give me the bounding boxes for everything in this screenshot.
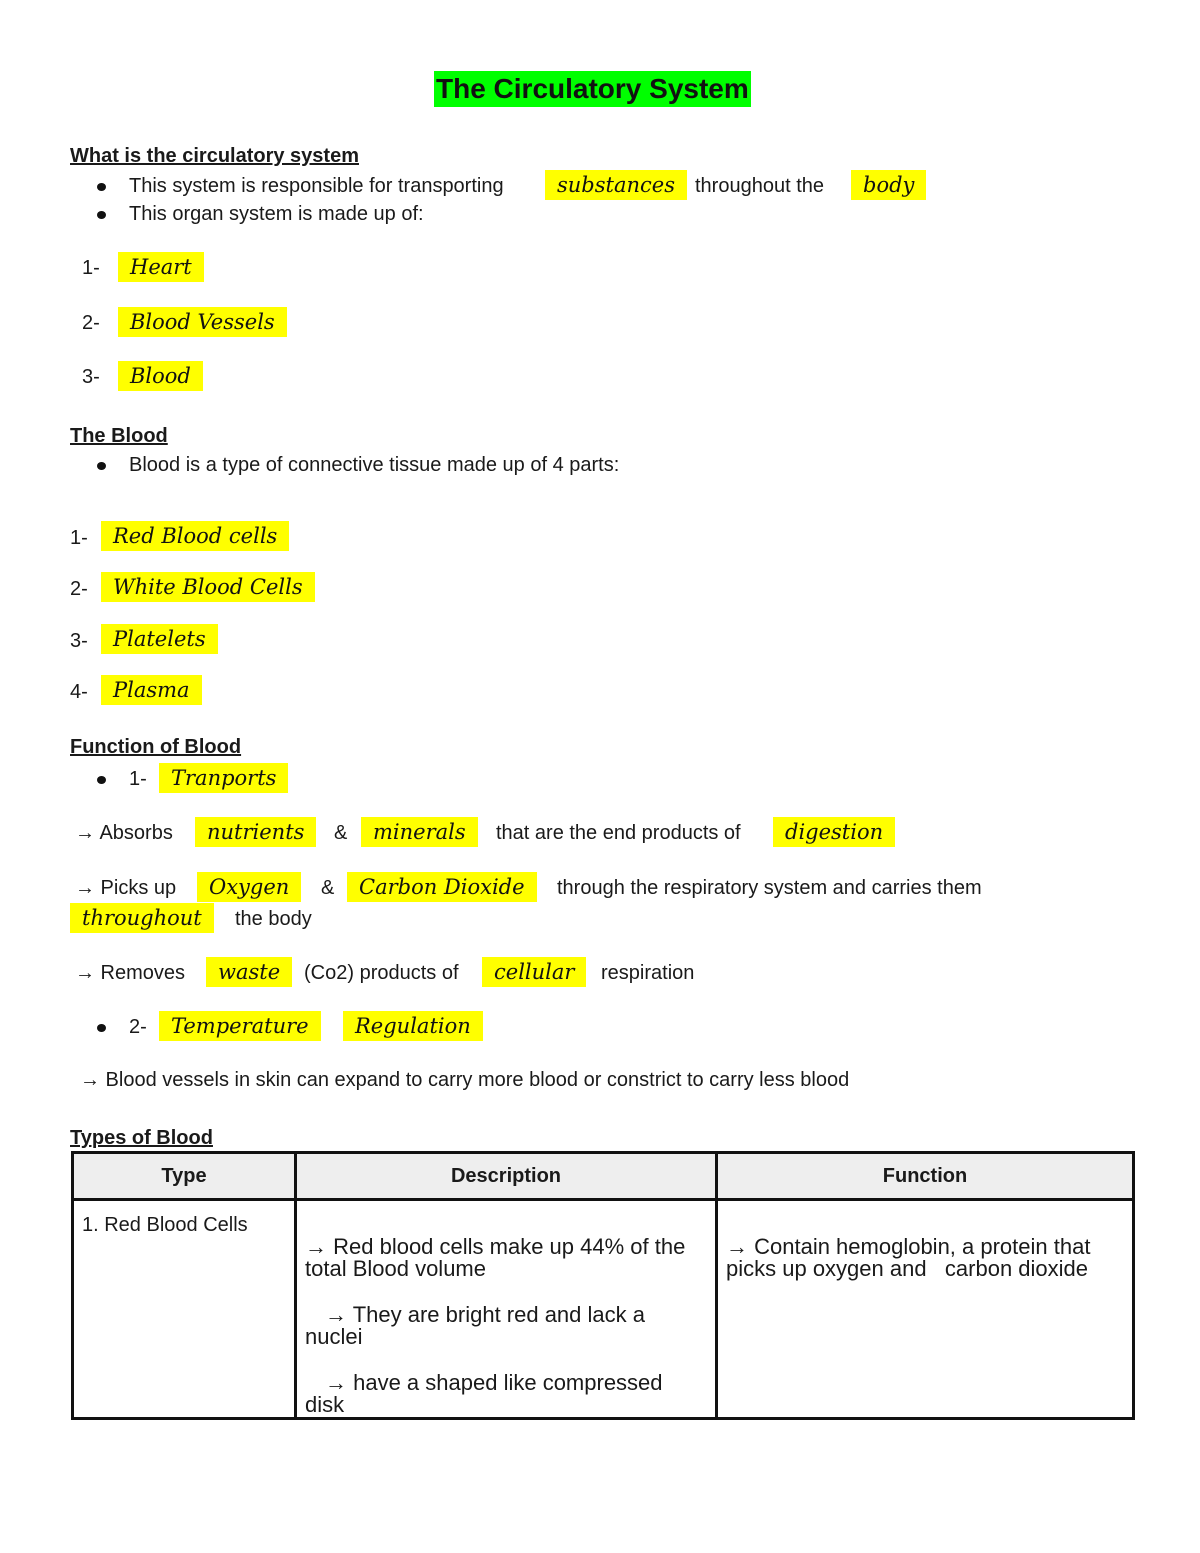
list-number: 2- (129, 1016, 147, 1038)
section-heading-types-of-blood: Types of Blood (70, 1127, 213, 1149)
cell-type (73, 1200, 296, 1419)
list-number: 2- (70, 578, 88, 600)
description-line: → Red blood cells make up 44% of the total Blood volume (305, 1234, 686, 1281)
sentence-text: & (321, 877, 335, 899)
cell-description (296, 1200, 717, 1419)
column-header-description: Description (296, 1153, 717, 1200)
type-value: 1. Red Blood Cells (82, 1214, 248, 1236)
list-number: 3- (82, 366, 100, 388)
bullet-icon (97, 1024, 106, 1032)
cell-function (717, 1200, 1134, 1419)
answer-blank: Red Blood cells (101, 521, 289, 551)
answer-blank: cellular (482, 957, 586, 987)
bullet-icon (97, 462, 106, 470)
sentence-text: → Removes (75, 962, 186, 984)
sentence-text: throughout the (695, 175, 824, 197)
answer-blank: Oxygen (197, 872, 301, 902)
answer-blank: Heart (118, 252, 204, 282)
answer-blank: Blood (118, 361, 203, 391)
sentence-text: respiration (601, 962, 695, 984)
section-heading-circulatory-system: What is the circulatory system (70, 145, 359, 167)
bullet-icon (97, 183, 106, 191)
sentence-text: through the respiratory system and carries them (557, 877, 982, 899)
sentence-text: the body (235, 908, 312, 930)
answer-blank: nutrients (195, 817, 316, 847)
sentence-text: Blood is a type of connective tissue made up of 4 parts: (129, 454, 620, 476)
answer-blank: Platelets (101, 624, 218, 654)
description-line: → They are bright red and lack a nuclei (305, 1302, 645, 1349)
column-header-function: Function (717, 1153, 1134, 1200)
column-header-type: Type (73, 1153, 296, 1200)
answer-blank: Temperature (159, 1011, 321, 1041)
answer-blank: Blood Vessels (118, 307, 287, 337)
answer-blank: minerals (361, 817, 478, 847)
list-number: 2- (82, 312, 100, 334)
bullet-icon (97, 211, 106, 219)
list-number: 4- (70, 681, 88, 703)
description-line: → have a shaped like compressed disk (305, 1370, 663, 1417)
answer-blank: Plasma (101, 675, 202, 705)
answer-blank: substances (545, 170, 687, 200)
answer-blank: body (851, 170, 926, 200)
list-number: 1- (82, 257, 100, 279)
answer-blank: digestion (773, 817, 895, 847)
answer-blank: Carbon Dioxide (347, 872, 537, 902)
sentence-text: that are the end products of (496, 822, 741, 844)
sentence-text: → Blood vessels in skin can expand to carry more blood or constrict to carry less blood (80, 1069, 850, 1091)
answer-blank: Tranports (159, 763, 288, 793)
section-heading-the-blood: The Blood (70, 425, 168, 447)
table-header-row (73, 1153, 1134, 1200)
function-value: → Contain hemoglobin, a protein that picks up oxygen and carbon dioxide (726, 1234, 1097, 1281)
sentence-text: → Picks up (75, 877, 177, 899)
list-number: 1- (70, 527, 88, 549)
answer-blank: White Blood Cells (101, 572, 315, 602)
answer-blank: waste (206, 957, 292, 987)
section-heading-function-of-blood: Function of Blood (70, 736, 242, 758)
sentence-text: & (334, 822, 348, 844)
sentence-text: This system is responsible for transporting (129, 175, 504, 197)
list-number: 3- (70, 630, 88, 652)
sentence-text: → Absorbs (75, 822, 173, 844)
page-title: The Circulatory System (434, 71, 751, 107)
sentence-text: This organ system is made up of: (129, 203, 424, 225)
table-row (73, 1200, 1134, 1419)
list-number: 1- (129, 768, 147, 790)
sentence-text: (Co2) products of (304, 962, 459, 984)
types-of-blood-table (71, 1151, 1135, 1420)
answer-blank: Regulation (343, 1011, 483, 1041)
answer-blank: throughout (70, 903, 214, 933)
bullet-icon (97, 776, 106, 784)
